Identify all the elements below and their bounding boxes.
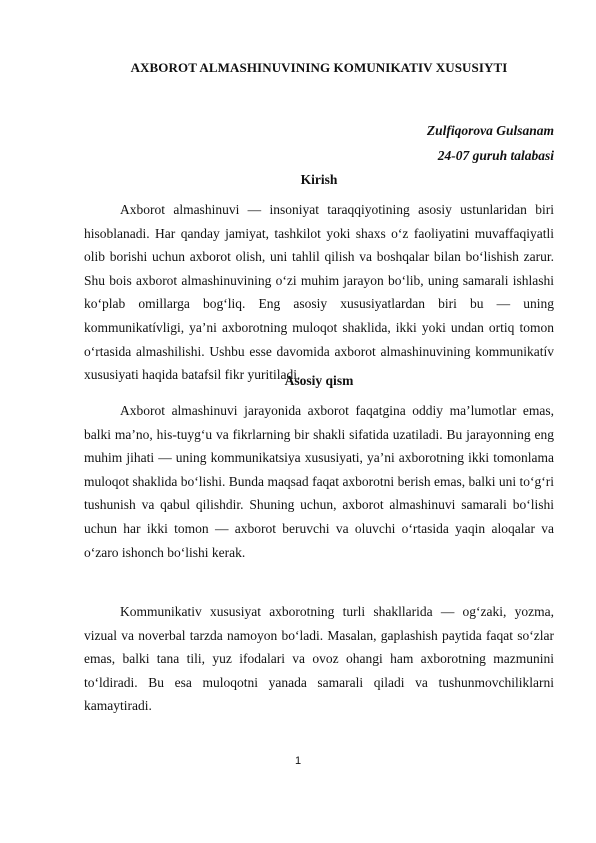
document-title: AXBOROT ALMASHINUVINING KOMUNIKATIV XUSUSIYTI [130, 60, 508, 75]
main-paragraph-1: Axborot almashinuvi jarayonida axborot faqatgina oddiy ma’lumotlar emas, balki ma’no, his-tuyg‘u va fikrlarning bir shakli sifatida uzatiladi. Bu jarayonning eng muhim jihati — uning kommunikatsiya xususiyati, ya’ni axborotning ikki tomonlama muloqot shaklida bo‘lishi. Bunda maqsad faqat axborotni berish emas, balki uni to‘g‘ri tushunish va qabul qilishdir. Shuning uchun, axborot almashinuvi samarali bo‘lishi uchun har ikki tomon — axborot beruvchi va oluvchi o‘rtasida yaqin aloqalar va o‘zaro ishonch bo‘lishi kerak. [84, 403, 554, 560]
main-paragraph-2: Kommunikativ xususiyat axborotning turli shakllarida — og‘zaki, yozma, vizual va noverbal tarzda namoyon bo‘ladi. Masalan, gaplashish paytida faqat so‘zlar emas, balki tana tili, yuz ifodalari va ovoz ohangi ham axborotning mazmunini to‘ldiradi. Bu esa muloqotni yanada samarali qiladi va tushunmovchiliklarni kamaytiradi. [84, 604, 554, 714]
author-group: 24-07 guruh talabasi [437, 148, 554, 163]
intro-paragraph: Axborot almashinuvi — insoniyat taraqqiyotining asosiy ustunlaridan biri hisoblanadi. Har qanday jamiyat, tashkilot yoki shaxs o‘z faoliyatini muvaffaqiyatli olib borishi uchun axborot olish, uni tahlil qilish va boshqalar bilan bo‘lishish zarur. Shu bois axborot almashinuvining o‘zi muhim jarayon bo‘lib, uning samarali ishlashi ko‘plab omillarga bog‘liq. Eng asosiy xususiyatlardan biri bu — uning kommunikatívligi, ya’ni axborotning muloqot shaklida, ikki yoki undan ortiq tomon o‘rtasida almashilishi. Ushbu esse davomida axborot almashinuvining kommunikatív xususiyati haqida batafsil fikr yuritiladi. [84, 202, 554, 383]
author-block [427, 118, 554, 168]
page-number: 1 [294, 755, 302, 767]
main-heading: Asosiy qism [284, 373, 354, 388]
intro-heading: Kirish [300, 172, 338, 187]
author-name: Zulfiqorova Gulsanam [426, 123, 554, 138]
